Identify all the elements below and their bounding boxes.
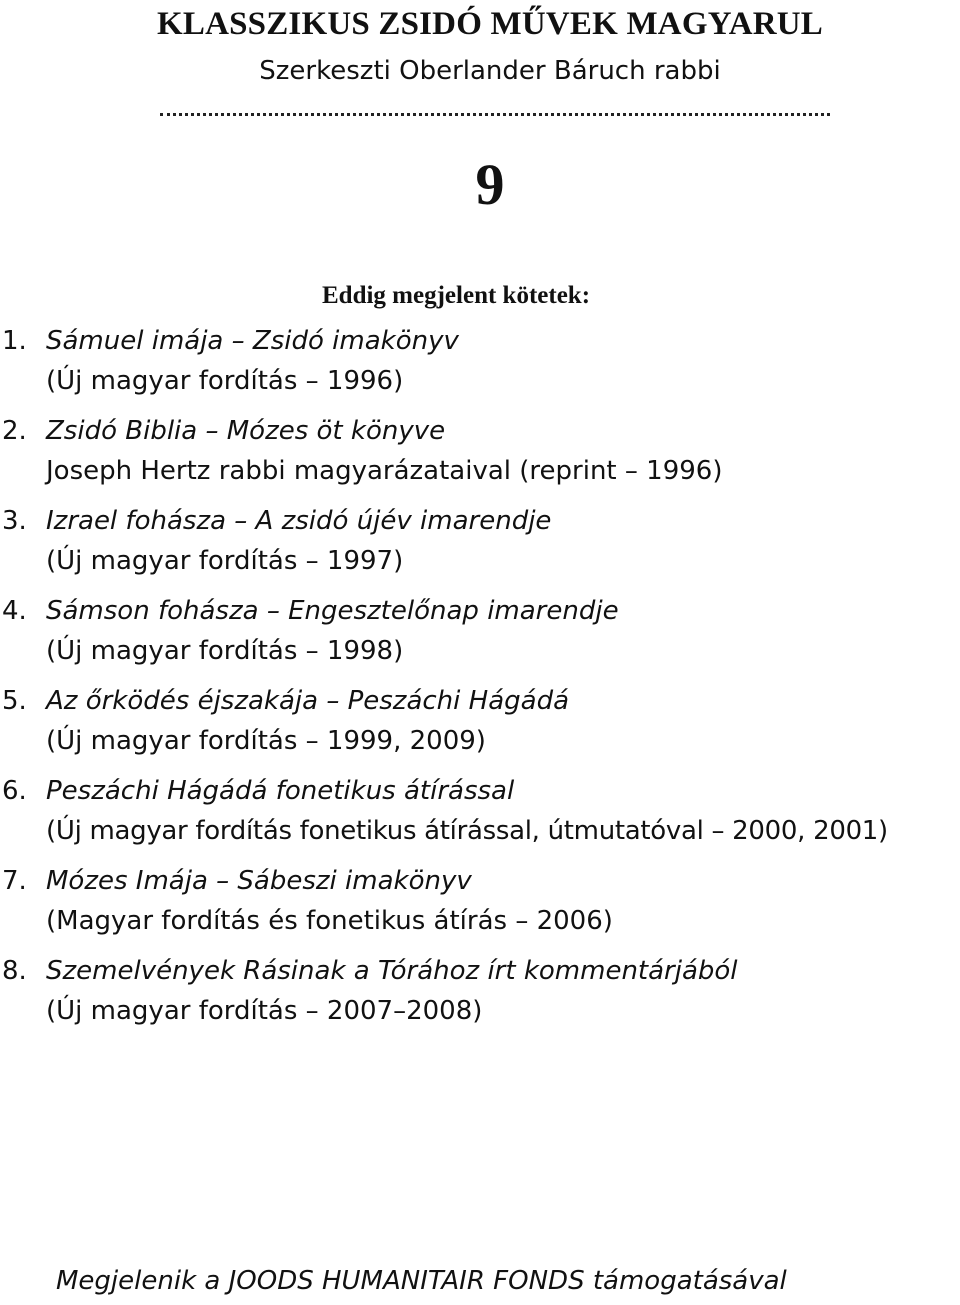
volume-number-label: 6. (2, 776, 27, 806)
volume-note: Joseph Hertz rabbi magyarázataival (reprint – 1996) (46, 456, 723, 486)
volume-title: Peszáchi Hágádá fonetikus átírással (46, 776, 515, 806)
volume-title: Az őrködés éjszakája – Peszáchi Hágádá (46, 686, 570, 716)
volume-item (0, 686, 960, 776)
volume-title: Izrael fohásza – A zsidó újév imarendje (46, 506, 552, 536)
volume-title: Szemelvények Rásinak a Tórához írt kommentárjából (46, 956, 738, 986)
volume-number: 9 (475, 152, 505, 217)
volume-item (0, 506, 960, 596)
volume-number-label: 4. (2, 596, 27, 626)
volume-item (0, 776, 960, 866)
volume-number-label: 8. (2, 956, 27, 986)
volume-item (0, 956, 960, 1046)
editor-line: Szerkeszti Oberlander Báruch rabbi (259, 56, 721, 86)
volume-title: Sámson fohásza – Engesztelőnap imarendje (46, 596, 619, 626)
volume-note: (Új magyar fordítás – 1997) (46, 546, 404, 576)
volume-number-label: 5. (2, 686, 27, 716)
volume-title: Zsidó Biblia – Mózes öt könyve (46, 416, 446, 446)
volume-title: Sámuel imája – Zsidó imakönyv (46, 326, 459, 356)
volume-item (0, 596, 960, 686)
series-title: KLASSZIKUS ZSIDÓ MŰVEK MAGYARUL (156, 6, 824, 42)
volume-number-label: 2. (2, 416, 27, 446)
volume-note: (Új magyar fordítás – 1996) (46, 366, 404, 396)
volume-title: Mózes Imája – Sábeszi imakönyv (46, 866, 472, 896)
volume-number-label: 1. (2, 326, 27, 356)
dotted-divider (160, 113, 830, 116)
volume-item (0, 866, 960, 956)
sponsor-footer: Megjelenik a JOODS HUMANITAIR FONDS támogatásával (56, 1266, 787, 1296)
volume-note: (Magyar fordítás és fonetikus átírás – 2006) (46, 906, 613, 936)
volume-note: (Új magyar fordítás – 1999, 2009) (46, 726, 486, 756)
volume-note: (Új magyar fordítás – 2007–2008) (46, 996, 483, 1026)
volume-number-label: 7. (2, 866, 27, 896)
volume-note: (Új magyar fordítás – 1998) (46, 636, 404, 666)
published-volumes-list (0, 326, 960, 1046)
volume-number-label: 3. (2, 506, 27, 536)
volume-item (0, 326, 960, 416)
volume-note: (Új magyar fordítás fonetikus átírással, útmutatóval – 2000, 2001) (46, 816, 888, 846)
volume-item (0, 416, 960, 506)
published-volumes-heading: Eddig megjelent kötetek: (322, 282, 591, 309)
